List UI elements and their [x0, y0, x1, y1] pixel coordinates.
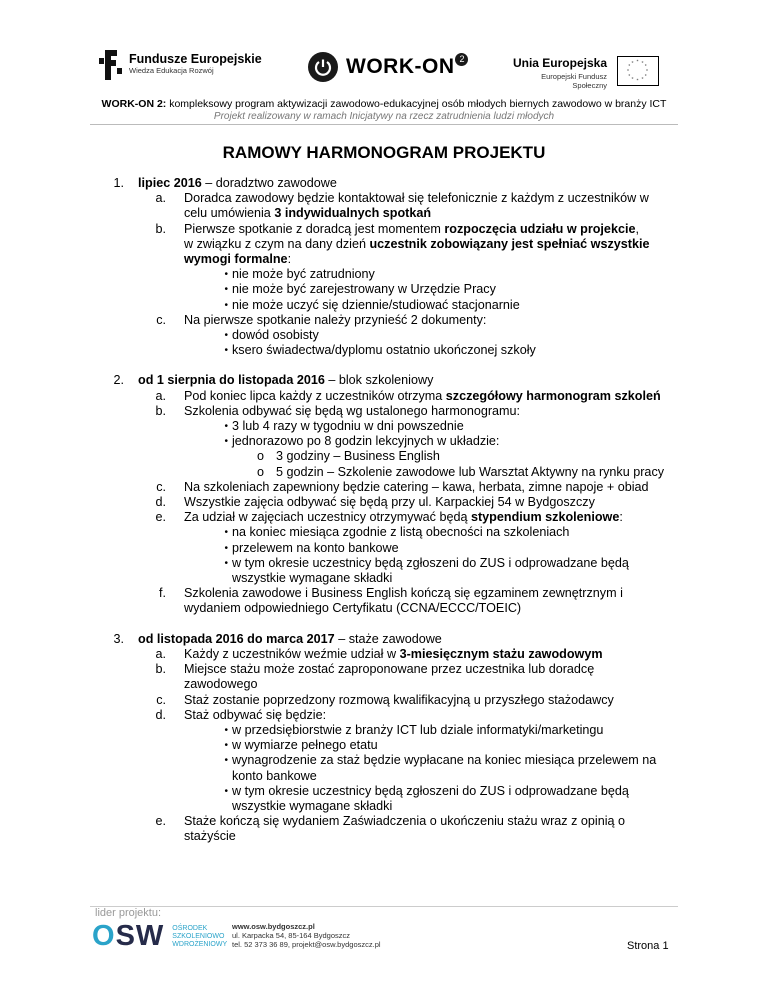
item-text: Staże kończą się wydaniem Zaświadczenia o ukończeniu stażu wraz z opinią o [184, 814, 626, 829]
item-letter: f. [159, 586, 166, 601]
page-header [0, 0, 768, 125]
svg-text:*: * [628, 63, 631, 69]
bullet-icon: • [224, 542, 228, 554]
item-letter: b. [155, 221, 166, 236]
list-item [0, 404, 768, 419]
bullet-text: w przedsiębiorstwie z branży ICT lub dziale informatyki/marketingu [232, 722, 604, 737]
item-text: Miejsce stażu może zostać zaproponowane przez uczestnika lub doradcę [184, 662, 595, 677]
item-text-bold: uczestnik zobowiązany jest spełniać wszystkie [369, 236, 650, 251]
svg-text:*: * [631, 60, 634, 66]
item-text-part: Każdy z uczestników weźmie udział w [184, 646, 400, 661]
bullet-icon: • [224, 436, 228, 448]
item-text-bold: rozpoczęcia udziału w projekcie [444, 221, 636, 236]
svg-text:*: * [628, 73, 631, 79]
header-divider [90, 124, 678, 125]
list-item [0, 586, 768, 601]
document-title: RAMOWY HARMONOGRAM PROJEKTU [222, 143, 546, 162]
footer-contact [232, 922, 381, 949]
ue-subtitle: Europejski Fundusz Społeczny [541, 72, 607, 90]
bullet-text: nie może być zatrudniony [232, 267, 375, 282]
item-text-bold: wymogi formalne [184, 252, 288, 267]
fe-logo-title: Fundusze Europejskie [129, 52, 262, 66]
svg-text:*: * [644, 63, 647, 69]
svg-text:*: * [646, 68, 648, 74]
item-letter: a. [155, 646, 166, 661]
section-3-heading-bold: od listopada 2016 do marca 2017 [138, 631, 335, 646]
project-subtitle [0, 98, 768, 110]
osw-logo [92, 920, 227, 953]
power-icon [308, 52, 338, 82]
item-text-part: Pierwsze spotkanie z doradcą jest momentem [184, 221, 445, 236]
section-2-number: 2. [113, 373, 124, 388]
bullet-icon: • [224, 345, 228, 357]
svg-text:*: * [641, 60, 644, 66]
item-letter: c. [156, 692, 166, 707]
bullet-item [0, 525, 768, 540]
svg-text:*: * [641, 76, 644, 82]
bullet-text: jednorazowo po 8 godzin lekcyjnych w układzie: [232, 434, 500, 449]
item-text: Szkolenia zawodowe i Business English kończą się egzaminem zewnętrznym i [184, 586, 623, 601]
bullet-text: nie może uczyć się dziennie/studiować stacjonarnie [232, 297, 520, 312]
item-text: zawodowego [184, 677, 258, 692]
project-subtitle-bold: WORK-ON 2: [101, 98, 167, 110]
item-text-bold: 3-miesięcznym stażu zawodowym [399, 646, 603, 661]
list-item [0, 814, 768, 829]
osw-line-1: OŚRODEK [172, 924, 208, 932]
item-text-part: w związku z czym na dany dzień [184, 236, 370, 251]
item-text [184, 222, 768, 237]
list-item [0, 662, 768, 677]
item-text: Na pierwsze spotkanie należy przynieść 2 dokumenty: [184, 312, 487, 327]
project-subtitle-italic: Projekt realizowany w ramach Inicjatywy na rzecz zatrudnienia ludzi młodych [213, 111, 555, 122]
bullet-icon: • [224, 299, 228, 311]
osw-logo-text [92, 920, 164, 953]
bullet-item [0, 541, 768, 556]
subbullet-icon: o [256, 464, 264, 479]
list-item-cont [0, 237, 768, 252]
footer-divider [90, 906, 678, 907]
item-text [184, 510, 768, 525]
document-content [0, 176, 768, 845]
item-text-bold: 3 indywidualnych spotkań [274, 206, 432, 221]
section-3 [0, 632, 768, 647]
work-on-logo [308, 52, 468, 82]
footer-address: ul. Karpacka 54, 85-164 Bydgoszcz [232, 931, 350, 940]
item-letter: c. [156, 312, 166, 327]
list-item-cont [0, 206, 768, 221]
bullet-icon: • [224, 527, 228, 539]
page-number: Strona 1 [627, 940, 669, 952]
bullet-icon: • [224, 740, 228, 752]
bullet-icon: • [224, 755, 228, 767]
bullet-item-cont [0, 799, 768, 814]
svg-text:*: * [636, 78, 639, 83]
item-text [184, 237, 768, 252]
bullet-item [0, 267, 768, 282]
section-3-heading [138, 632, 768, 647]
section-3-number: 3. [113, 631, 124, 646]
bullet-item [0, 328, 768, 343]
item-text-part: : [287, 252, 292, 267]
subbullet-item [0, 449, 768, 464]
section-1 [0, 176, 768, 191]
spacer [0, 617, 768, 632]
bullet-item [0, 784, 768, 799]
bullet-text: w tym okresie uczestnicy będą zgłoszeni do ZUS i odprowadzane będą [232, 555, 629, 570]
bullet-text: 3 lub 4 razy w tygodniu w dni powszednie [232, 419, 464, 434]
item-text-part: , [635, 221, 639, 236]
item-text [184, 647, 768, 662]
item-text-part: celu umówienia [184, 206, 275, 221]
item-text: Doradca zawodowy będzie kontaktował się telefonicznie z każdym z uczestników w [184, 191, 649, 206]
item-letter: e. [155, 814, 166, 829]
ue-title: Unia Europejska [512, 56, 607, 70]
section-1-heading-rest: – doradztwo zawodowe [201, 176, 337, 190]
list-item [0, 389, 768, 404]
bullet-item [0, 298, 768, 313]
bullet-item [0, 434, 768, 449]
fe-logo-subtitle: Wiedza Edukacja Rozwój [129, 66, 214, 75]
list-item [0, 480, 768, 495]
subbullet-text: 5 godzin – Szkolenie zawodowe lub Warsztat Aktywny na rynku pracy [276, 464, 665, 479]
svg-text:*: * [631, 76, 634, 82]
section-2-heading [138, 373, 768, 388]
bullet-icon: • [224, 785, 228, 797]
section-1-heading-bold: lipiec 2016 [138, 176, 202, 190]
bullet-item [0, 419, 768, 434]
item-letter: d. [155, 495, 166, 510]
svg-text:*: * [644, 73, 647, 79]
svg-text:*: * [636, 59, 639, 64]
list-item [0, 510, 768, 525]
item-text: Szkolenia odbywać się będą wg ustalonego harmonogramu: [184, 403, 521, 418]
section-2-heading-bold: od 1 sierpnia do listopada 2016 [138, 373, 325, 388]
eu-flag-icon [617, 56, 659, 86]
list-item-cont [0, 677, 768, 692]
item-text-bold: stypendium szkoleniowe [470, 510, 620, 525]
item-text-part: Za udział w zajęciach uczestnicy otrzymywać będą [184, 510, 471, 525]
bullet-icon: • [224, 284, 228, 296]
list-item-cont [0, 829, 768, 844]
bullet-text: konto bankowe [232, 768, 317, 783]
section-1-heading [138, 176, 768, 191]
bullet-text: wszystkie wymagane składki [232, 571, 393, 586]
bullet-text: przelewem na konto bankowe [232, 540, 399, 555]
list-item-cont [0, 601, 768, 616]
item-text: stażyście [184, 829, 236, 844]
work-on-sup: 2 [455, 53, 468, 66]
item-letter: a. [155, 191, 166, 206]
bullet-item [0, 282, 768, 297]
footer-leader-label: lider projektu: [95, 907, 162, 919]
subbullet-text: 3 godziny – Business English [276, 449, 440, 464]
section-2 [0, 373, 768, 388]
list-item [0, 222, 768, 237]
item-letter: b. [155, 662, 166, 677]
item-text: wydaniem odpowiedniego Certyfikatu (CCNA/ECCC/TOEIC) [184, 601, 522, 616]
item-text [184, 206, 768, 221]
item-letter: a. [155, 388, 166, 403]
spacer [0, 358, 768, 373]
item-text: Na szkoleniach zapewniony będzie catering – kawa, herbata, zimne napoje + obiad [184, 479, 649, 494]
svg-text:*: * [627, 68, 629, 74]
item-letter: c. [156, 479, 166, 494]
subbullet-icon: o [256, 449, 264, 464]
work-on-title: WORK-ON [346, 55, 455, 78]
fe-logo-icon [97, 48, 123, 82]
section-2-heading-rest: – blok szkoleniowy [324, 373, 434, 388]
osw-logo-o: O [92, 920, 116, 952]
list-item [0, 708, 768, 723]
bullet-item [0, 343, 768, 358]
section-1-number: 1. [113, 176, 124, 190]
list-item-cont [0, 252, 768, 267]
bullet-text: dowód osobisty [232, 328, 319, 343]
bullet-text: w wymiarze pełnego etatu [232, 738, 378, 753]
bullet-text: wszystkie wymagane składki [232, 798, 393, 813]
osw-logo-sw: SW [115, 920, 165, 952]
bullet-text: na koniec miesiąca zgodnie z listą obecności na szkoleniach [232, 525, 570, 540]
item-letter: e. [155, 510, 166, 525]
unia-europejska-logo [512, 56, 607, 90]
subbullet-item [0, 465, 768, 480]
bullet-text: w tym okresie uczestnicy będą zgłoszeni do ZUS i odprowadzane będą [232, 783, 629, 798]
osw-line-3: WDROŻENIOWY [172, 940, 228, 948]
bullet-icon: • [224, 269, 228, 281]
bullet-text: nie może być zarejestrowany w Urzędzie Pracy [232, 282, 496, 297]
item-text [184, 252, 768, 267]
item-text-part: Pod koniec lipca każdy z uczestników otrzyma [184, 388, 446, 403]
osw-logo-subtitle [172, 925, 227, 949]
project-subtitle-rest: kompleksowy program aktywizacji zawodowo-edukacyjnej osób młodych biernych zawodowo w branży ICT [166, 98, 667, 110]
bullet-item-cont [0, 769, 768, 784]
section-3-heading-rest: – staże zawodowe [334, 631, 442, 646]
footer-website: www.osw.bydgoszcz.pl [232, 922, 315, 931]
item-text: Staż odbywać się będzie: [184, 707, 327, 722]
footer-phone: tel. 52 373 36 89, projekt@osw.bydgoszcz.pl [232, 940, 381, 949]
list-item [0, 191, 768, 206]
list-item [0, 647, 768, 662]
bullet-text: ksero świadectwa/dyplomu ostatnio ukończonej szkoły [232, 343, 536, 358]
list-item [0, 495, 768, 510]
osw-line-2: SZKOLENIOWO [172, 932, 225, 940]
bullet-item [0, 738, 768, 753]
bullet-icon: • [224, 724, 228, 736]
item-letter: d. [155, 707, 166, 722]
item-letter: b. [155, 403, 166, 418]
bullet-item-cont [0, 571, 768, 586]
fundusze-europejskie-logo [97, 48, 262, 82]
bullet-item [0, 723, 768, 738]
list-item [0, 693, 768, 708]
item-text-bold: szczegółowy harmonogram szkoleń [445, 388, 661, 403]
bullet-text: wynagrodzenie za staż będzie wypłacane na koniec miesiąca przelewem na [232, 753, 657, 768]
item-text: Wszystkie zajęcia odbywać się będą przy ul. Karpackiej 54 w Bydgoszczy [184, 495, 595, 510]
item-text [184, 389, 768, 404]
item-text: Staż zostanie poprzedzony rozmową kwalifikacyjną u przyszłego stażodawcy [184, 692, 614, 707]
list-item [0, 313, 768, 328]
item-text-part: : [619, 510, 623, 525]
bullet-icon: • [224, 330, 228, 342]
bullet-icon: • [224, 421, 228, 433]
bullet-item [0, 753, 768, 768]
bullet-icon: • [224, 557, 228, 569]
bullet-item [0, 556, 768, 571]
